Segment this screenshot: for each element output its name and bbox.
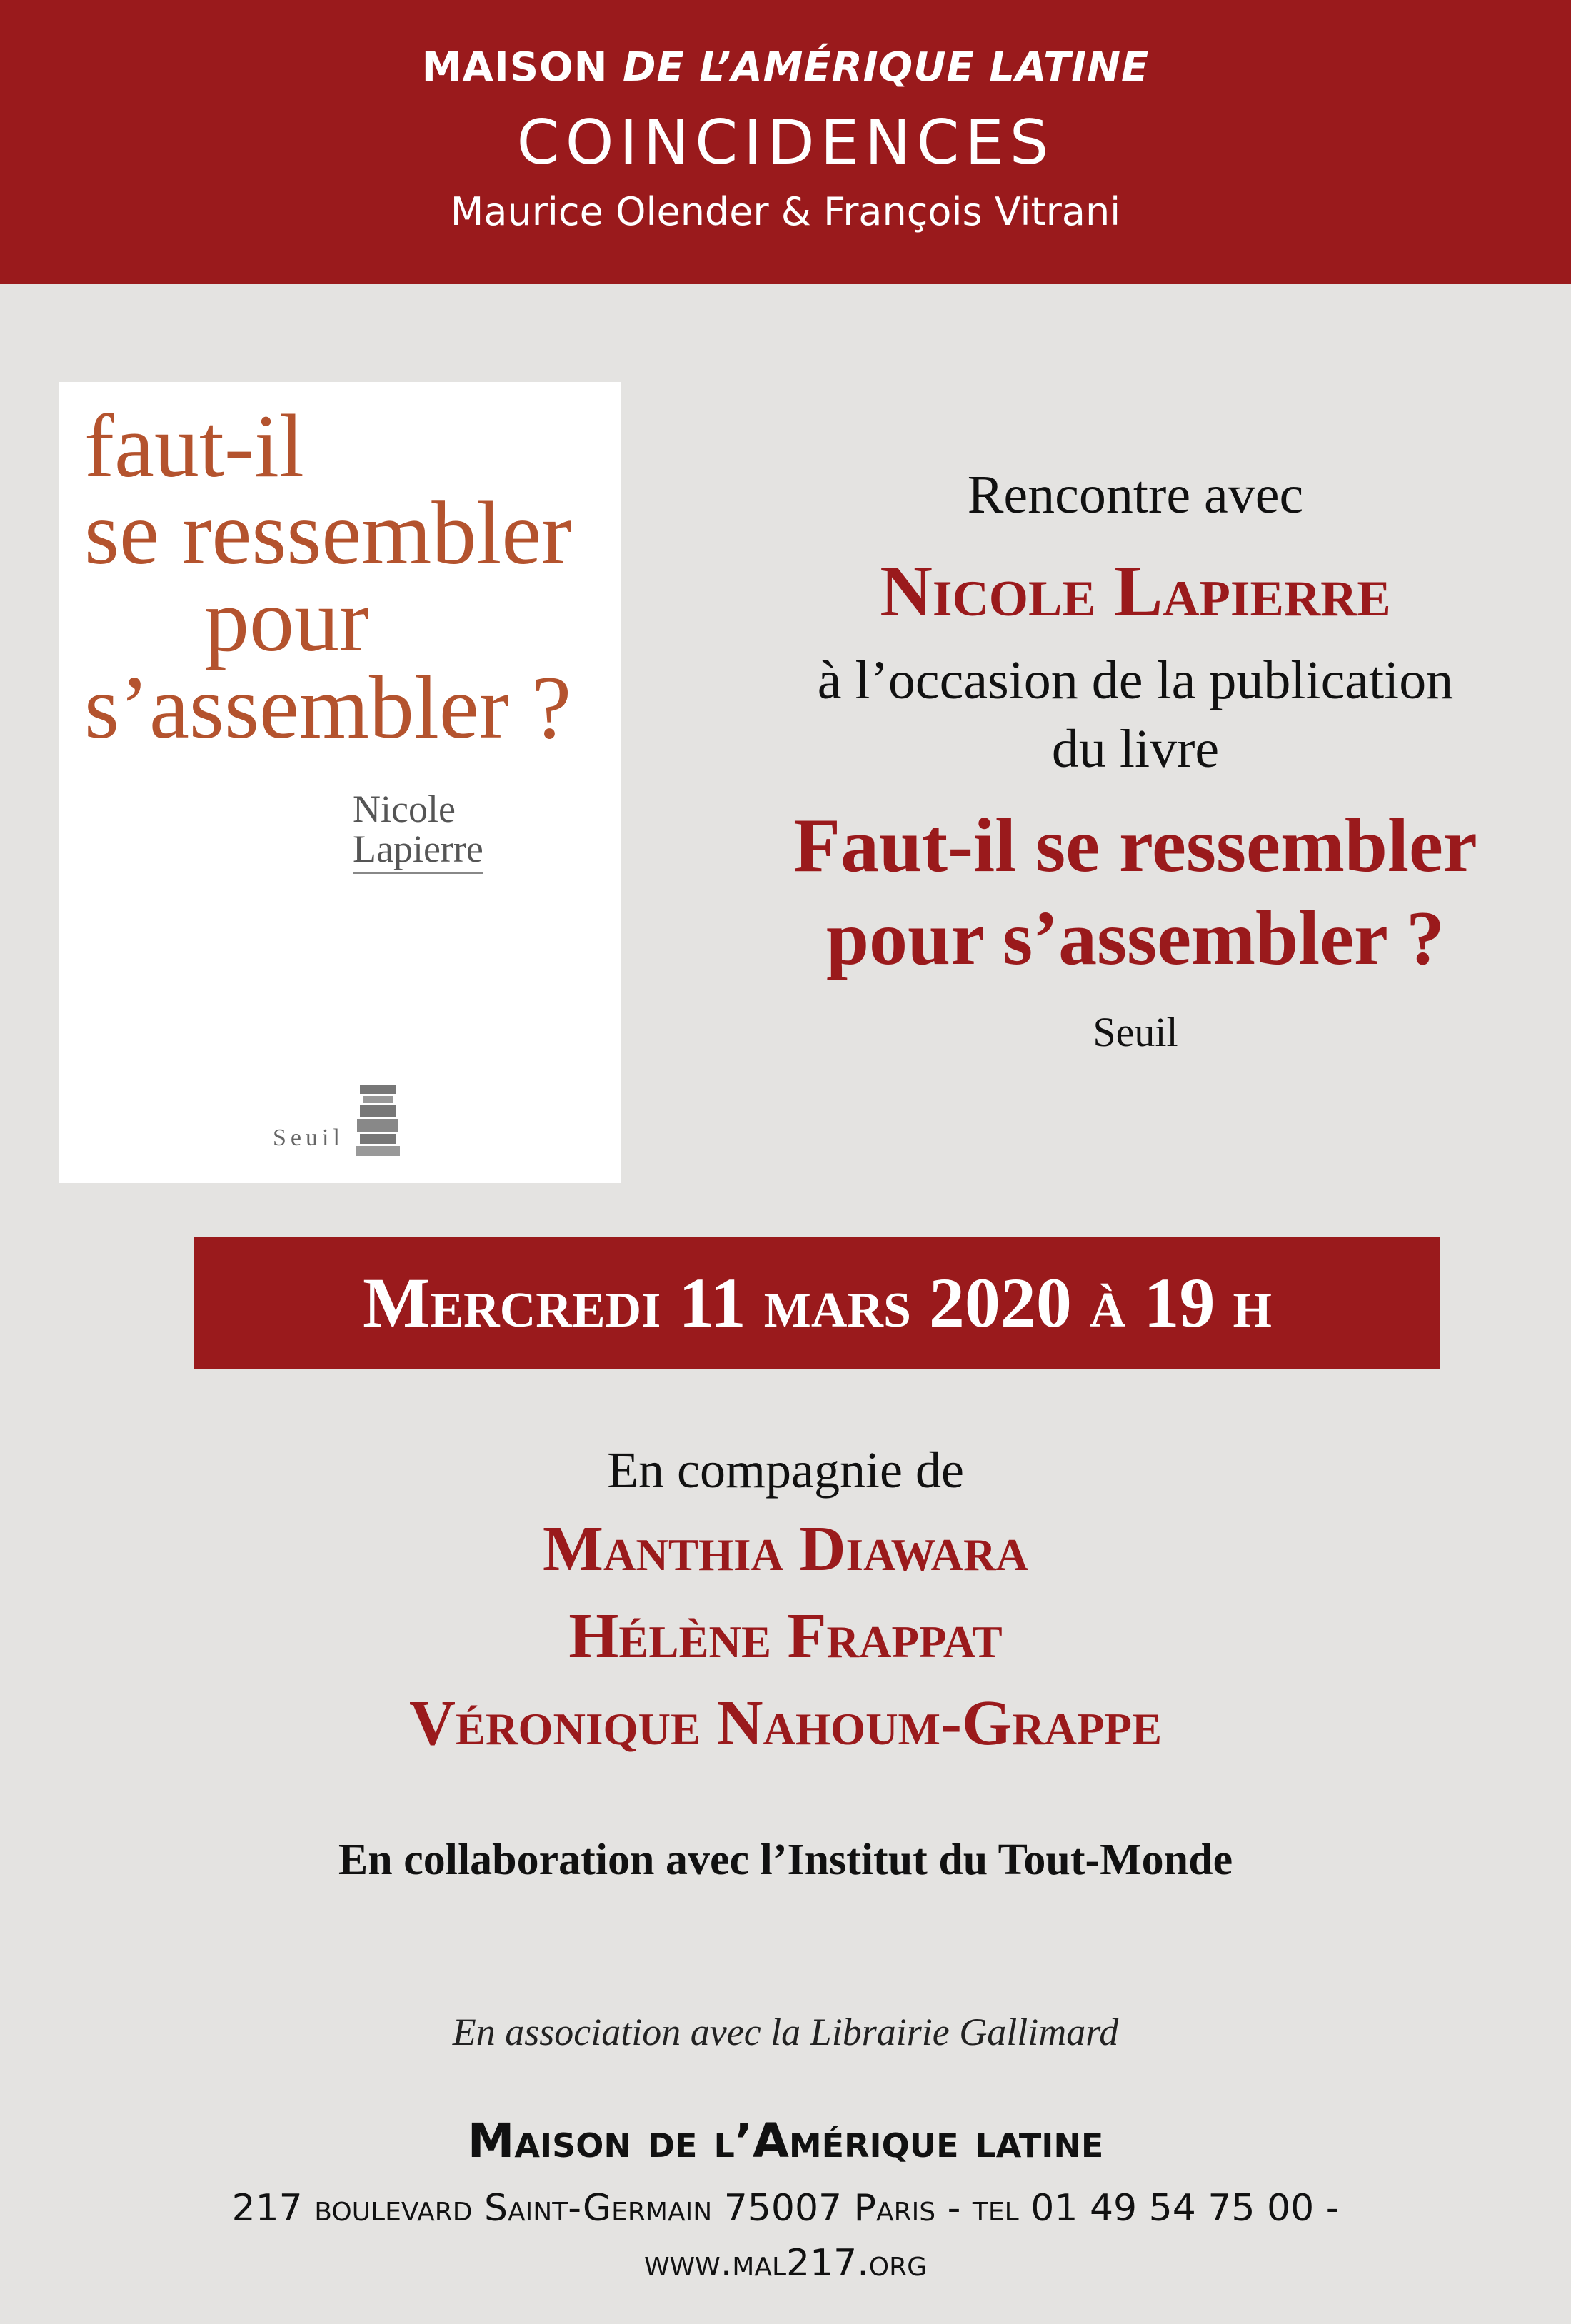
book-cover — [59, 382, 621, 1183]
occasion-text — [714, 646, 1557, 783]
event-publisher: Seuil — [1093, 1009, 1178, 1055]
event-date-banner: Mercredi 11 mars 2020 à 19 h — [194, 1237, 1440, 1369]
occasion-line: du livre — [1051, 719, 1220, 779]
book-title-line: Faut-il se ressembler — [793, 803, 1477, 888]
guests-intro: En compagnie de — [607, 1442, 964, 1499]
cover-title — [84, 397, 572, 758]
curators: Maurice Olender & François Vitrani — [450, 189, 1121, 234]
cover-title-line: s’assembler ? — [84, 658, 572, 758]
association-note: En association avec la Librairie Gallimard — [452, 2011, 1119, 2053]
guest-name: Hélène Frappat — [568, 1601, 1003, 1671]
book-title-line: pour s’assembler ? — [825, 896, 1445, 981]
org-name-part2: DE L’AMÉRIQUE LATINE — [623, 44, 1150, 91]
venue-address: 217 boulevard Saint-Germain 75007 Paris - tel 01 49 54 75 00 - — [231, 2187, 1340, 2230]
org-name-part1: MAISON — [421, 44, 623, 91]
cover-title-line: se ressembler — [84, 484, 572, 583]
cover-author — [353, 789, 483, 869]
cover-title-line: faut-il — [84, 397, 304, 496]
cover-author-last: Lapierre — [353, 828, 483, 874]
header-banner — [0, 0, 1571, 284]
guest-name: Manthia Diawara — [542, 1514, 1028, 1584]
cover-author-first: Nicole — [353, 788, 456, 830]
cover-title-line: pour — [204, 571, 369, 670]
cover-publisher: Seuil — [273, 1125, 344, 1151]
website-link[interactable]: www.mal217.org — [643, 2242, 928, 2285]
series-title: COINCIDENCES — [516, 107, 1055, 178]
guest-name: Véronique Nahoum-Grappe — [409, 1688, 1162, 1759]
collaboration-note: En collaboration avec l’Institut du Tout-Monde — [338, 1836, 1233, 1884]
publisher-logo-icon — [353, 1082, 403, 1164]
venue-name: Maison de l’Amérique latine — [467, 2113, 1104, 2168]
org-name — [0, 44, 1571, 91]
occasion-line: à l’occasion de la publication — [817, 650, 1454, 710]
book-title — [714, 800, 1557, 985]
event-intro: Rencontre avec — [967, 465, 1304, 525]
speaker-name: Nicole Lapierre — [880, 551, 1391, 632]
